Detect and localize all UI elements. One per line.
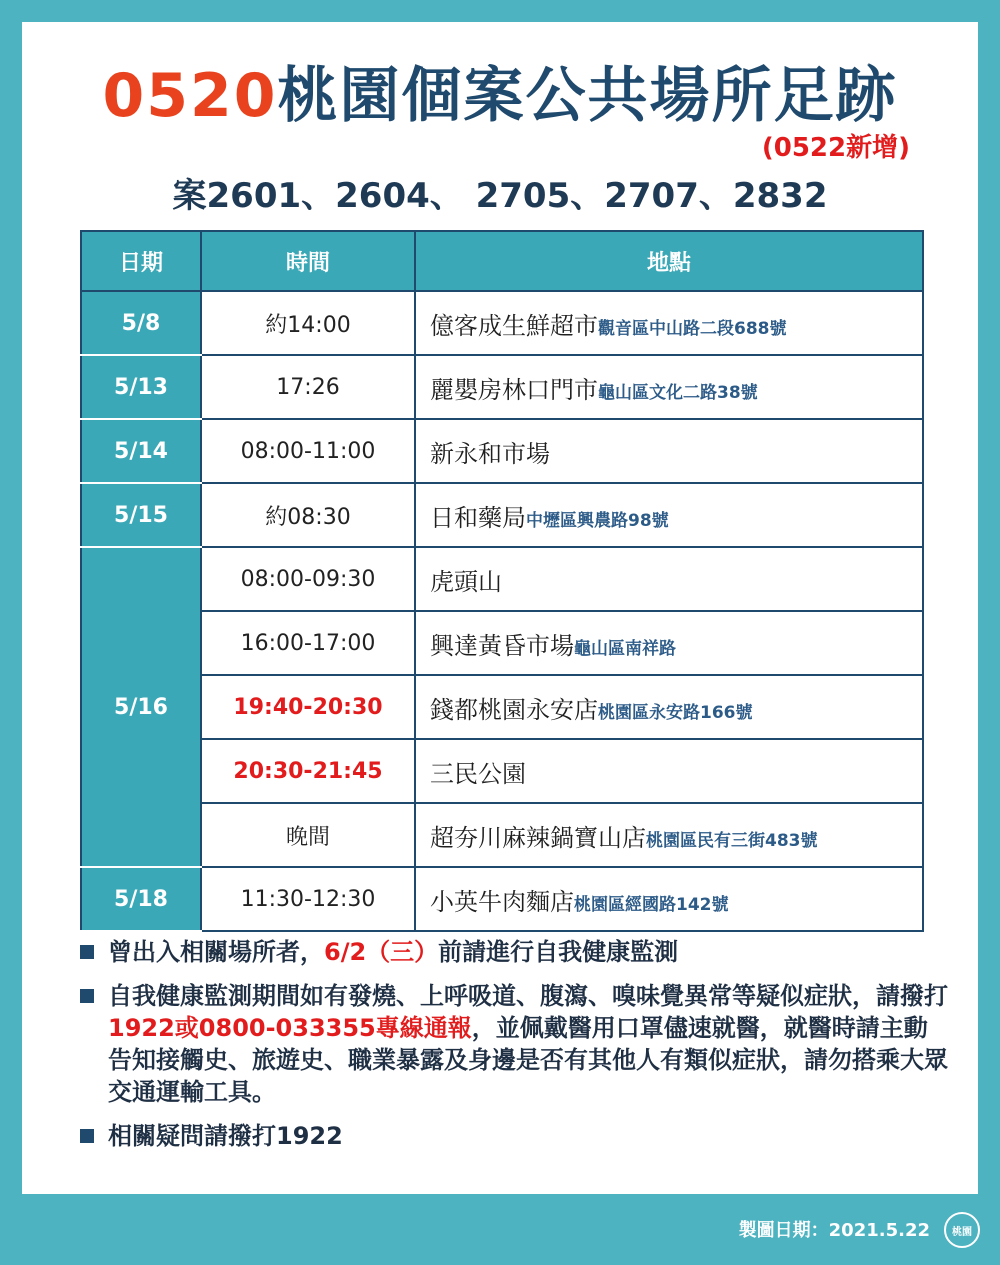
table-row (81, 483, 923, 547)
place-address: 桃園區民有三街483號 (646, 830, 818, 851)
header-time: 時間 (201, 231, 415, 291)
place-cell (415, 547, 923, 611)
place-cell (415, 803, 923, 867)
time-cell: 約14:00 (201, 291, 415, 355)
table-row (81, 611, 923, 675)
header-date: 日期 (81, 231, 201, 291)
time-cell: 08:00-09:30 (201, 547, 415, 611)
place-address: 觀音區中山路二段688號 (598, 318, 787, 339)
production-date: 製圖日期：2021.5.22 (738, 1220, 930, 1241)
place-name: 錢都桃園永安店 (430, 695, 598, 724)
table-row (81, 291, 923, 355)
note-text: ，並佩戴醫用口罩儘速就醫，就醫時請主動告知接觸史、旅遊史、職業暴露及身邊是否有其他人有類似症狀，請勿搭乘大眾交通運輸工具。 (108, 1014, 948, 1106)
place-address: 中壢區興農路98號 (526, 510, 669, 531)
place-name: 三民公園 (430, 759, 526, 788)
place-cell (415, 867, 923, 931)
place-name: 興達黃昏市場 (430, 631, 574, 660)
place-address: 桃園區永安路166號 (598, 702, 753, 723)
note-item (80, 1120, 950, 1152)
notes-list (80, 936, 950, 1164)
place-cell (415, 611, 923, 675)
place-cell (415, 355, 923, 419)
place-name: 日和藥局 (430, 503, 526, 532)
time-cell: 晚間 (201, 803, 415, 867)
time-cell: 17:26 (201, 355, 415, 419)
time-cell: 約08:30 (201, 483, 415, 547)
place-cell (415, 739, 923, 803)
place-address: 桃園區經國路142號 (574, 894, 729, 915)
bullet-square-icon (80, 945, 94, 959)
place-cell (415, 291, 923, 355)
date-cell: 5/14 (81, 419, 201, 483)
note-text: 自我健康監測期間如有發燒、上呼吸道、腹瀉、嗅味覺異常等疑似症狀，請撥打 (108, 982, 948, 1010)
date-cell: 5/15 (81, 483, 201, 547)
time-cell: 08:00-11:00 (201, 419, 415, 483)
table-row (81, 675, 923, 739)
place-name: 超夯川麻辣鍋寶山店 (430, 823, 646, 852)
table-row (81, 355, 923, 419)
note-text: 曾出入相關場所者， (108, 938, 324, 966)
place-name: 小英牛肉麵店 (430, 887, 574, 916)
case-numbers: 案2601、2604、 2705、2707、2832 (172, 176, 828, 216)
place-name: 虎頭山 (430, 567, 502, 596)
place-cell (415, 419, 923, 483)
date-cell: 5/16 (81, 547, 201, 867)
note-highlight: 1922或0800-033355專線通報 (108, 1014, 472, 1042)
place-name: 億客成生鮮超市 (430, 311, 598, 340)
note-item (80, 980, 950, 1108)
place-address: 龜山區文化二路38號 (598, 382, 758, 403)
place-cell (415, 675, 923, 739)
place-name: 麗嬰房林口門市 (430, 375, 598, 404)
time-cell: 11:30-12:30 (201, 867, 415, 931)
date-cell: 5/13 (81, 355, 201, 419)
header-place: 地點 (415, 231, 923, 291)
title-text: 桃園個案公共場所足跡 (277, 61, 898, 131)
title-date: 0520 (102, 61, 278, 131)
time-cell-highlight: 19:40-20:30 (201, 675, 415, 739)
place-address: 龜山區南祥路 (574, 638, 676, 659)
date-cell: 5/18 (81, 867, 201, 931)
table-row (81, 803, 923, 867)
city-seal-icon: 桃園 (944, 1212, 980, 1248)
date-cell: 5/8 (81, 291, 201, 355)
note-item (80, 936, 950, 968)
bullet-square-icon (80, 989, 94, 1003)
note-text: 前請進行自我健康監測 (438, 938, 679, 966)
place-cell (415, 483, 923, 547)
time-cell-highlight: 20:30-21:45 (201, 739, 415, 803)
time-cell: 16:00-17:00 (201, 611, 415, 675)
page-title (0, 56, 1000, 136)
table-row (81, 419, 923, 483)
place-name: 新永和市場 (430, 439, 550, 468)
update-note: (0522新增) (761, 133, 910, 163)
bullet-square-icon (80, 1129, 94, 1143)
footprint-table (80, 230, 924, 932)
table-row (81, 547, 923, 611)
table-row (81, 867, 923, 931)
note-highlight: 6/2（三） (324, 938, 439, 966)
note-text: 相關疑問請撥打1922 (108, 1122, 343, 1150)
table-header-row (81, 231, 923, 291)
table-row (81, 739, 923, 803)
